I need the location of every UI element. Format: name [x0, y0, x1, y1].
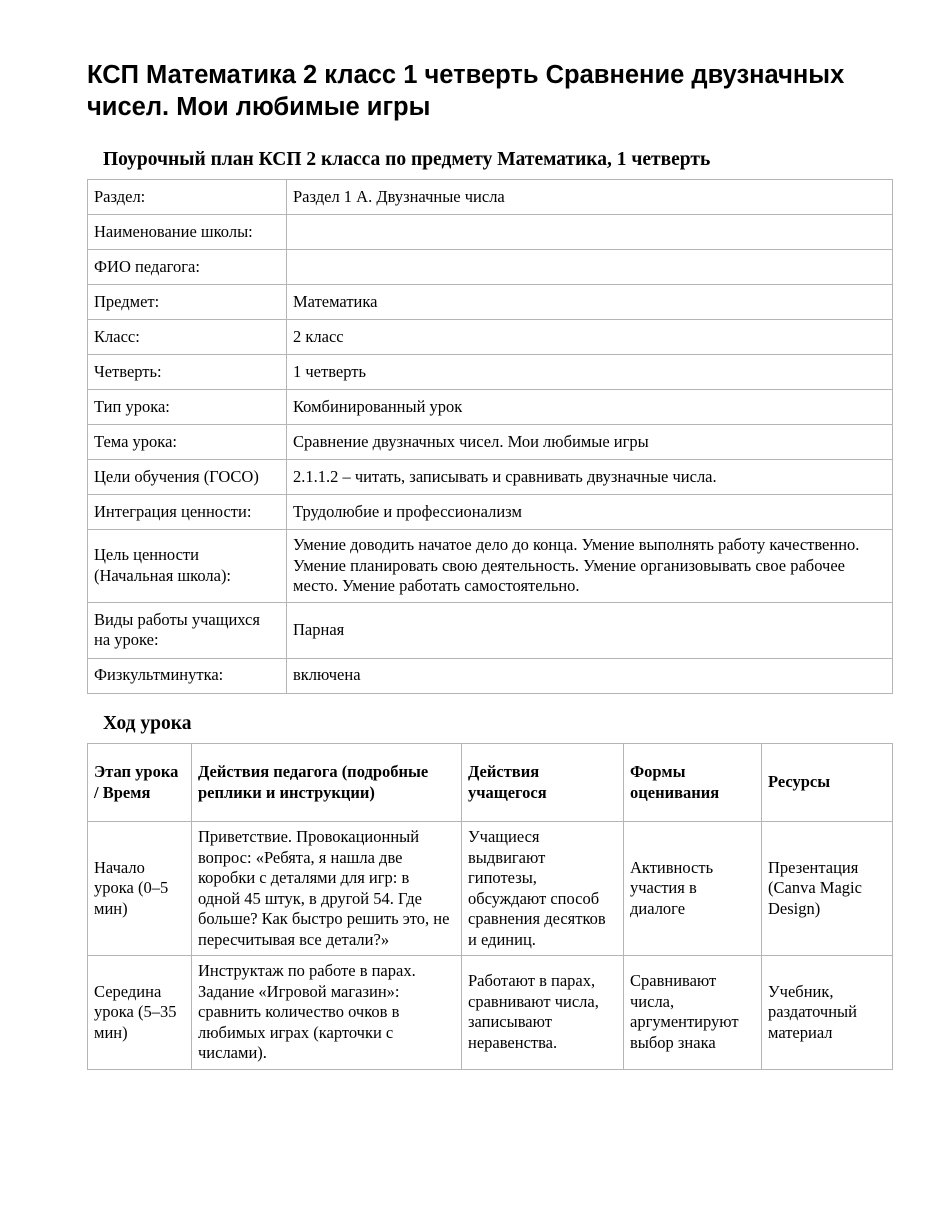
student-actions-cell: Учащиеся выдвигают гипотезы, обсуждают способ сравнения десятков и единиц.: [462, 822, 624, 956]
info-label: Цели обучения (ГОСО): [88, 460, 287, 495]
info-value: 2 класс: [287, 320, 893, 355]
table-row: [88, 425, 893, 460]
info-value: Математика: [287, 285, 893, 320]
table-row: [88, 460, 893, 495]
info-value: Сравнение двузначных чисел. Мои любимые игры: [287, 425, 893, 460]
info-label: Класс:: [88, 320, 287, 355]
assessment-cell: Активность участия в диалоге: [624, 822, 762, 956]
assessment-cell: Сравнивают числа, аргументируют выбор знака: [624, 956, 762, 1070]
info-label: Предмет:: [88, 285, 287, 320]
info-value: Трудолюбие и профессионализм: [287, 495, 893, 530]
teacher-actions-cell: Приветствие. Провокационный вопрос: «Ребята, я нашла две коробки с деталями для игр: в одной 45 штук, в другой 54. Где больше? Как быстро решить это, не пересчитывая все детали?»: [192, 822, 462, 956]
table-row: [88, 390, 893, 425]
info-value: Раздел 1 А. Двузначные числа: [287, 180, 893, 215]
course-heading: Ход урока: [103, 713, 192, 734]
table-row: [88, 285, 893, 320]
student-actions-cell: Работают в парах, сравнивают числа, записывают неравенства.: [462, 956, 624, 1070]
info-value: Комбинированный урок: [287, 390, 893, 425]
table-row: [88, 822, 893, 956]
info-label: Четверть:: [88, 355, 287, 390]
table-row: [88, 956, 893, 1070]
table-row: [88, 250, 893, 285]
info-label: Интеграция ценности:: [88, 495, 287, 530]
resources-cell: Учебник, раздаточный материал: [762, 956, 893, 1070]
info-label: Тема урока:: [88, 425, 287, 460]
column-header-student-actions: Действия учащегося: [462, 744, 624, 822]
column-header-teacher-actions: Действия педагога (подробные реплики и инструкции): [192, 744, 462, 822]
info-label: Виды работы учащихся на уроке:: [88, 602, 287, 658]
info-value: [287, 215, 893, 250]
teacher-actions-cell: Инструктаж по работе в парах. Задание «Игровой магазин»: сравнить количество очков в любимых играх (карточки с числами).: [192, 956, 462, 1070]
table-row: [88, 320, 893, 355]
document-title: КСП Математика 2 класс 1 четверть Сравнение двузначных чисел. Мои любимые игры: [87, 61, 845, 121]
table-row: [88, 602, 893, 658]
table-row: [88, 355, 893, 390]
info-value: [287, 250, 893, 285]
info-label: Раздел:: [88, 180, 287, 215]
info-label: ФИО педагога:: [88, 250, 287, 285]
stage-cell: Середина урока (5–35 мин): [88, 956, 192, 1070]
info-value: Умение доводить начатое дело до конца. Умение выполнять работу качественно. Умение планировать свою деятельность. Умение организовывать свое рабочее место. Умение работать самостоятельно.: [287, 530, 893, 603]
info-value: 1 четверть: [287, 355, 893, 390]
info-value: 2.1.1.2 – читать, записывать и сравнивать двузначные числа.: [287, 460, 893, 495]
info-value: Парная: [287, 602, 893, 658]
lesson-info-table: [87, 179, 893, 694]
column-header-resources: Ресурсы: [762, 744, 893, 822]
plan-heading: Поурочный план КСП 2 класса по предмету Математика, 1 четверть: [103, 149, 711, 170]
stage-cell: Начало урока (0–5 мин): [88, 822, 192, 956]
table-row: [88, 215, 893, 250]
info-label: Наименование школы:: [88, 215, 287, 250]
table-row: [88, 180, 893, 215]
column-header-stage: Этап урока / Время: [88, 744, 192, 822]
table-row: [88, 530, 893, 603]
table-row: [88, 495, 893, 530]
column-header-assessment: Формы оценивания: [624, 744, 762, 822]
table-row: [88, 658, 893, 693]
resources-cell: Презентация (Canva Magic Design): [762, 822, 893, 956]
info-value: включена: [287, 658, 893, 693]
info-label: Физкультминутка:: [88, 658, 287, 693]
lesson-course-table: [87, 743, 893, 1070]
table-header-row: [88, 744, 893, 822]
info-label: Тип урока:: [88, 390, 287, 425]
info-label: Цель ценности (Начальная школа):: [88, 530, 287, 603]
